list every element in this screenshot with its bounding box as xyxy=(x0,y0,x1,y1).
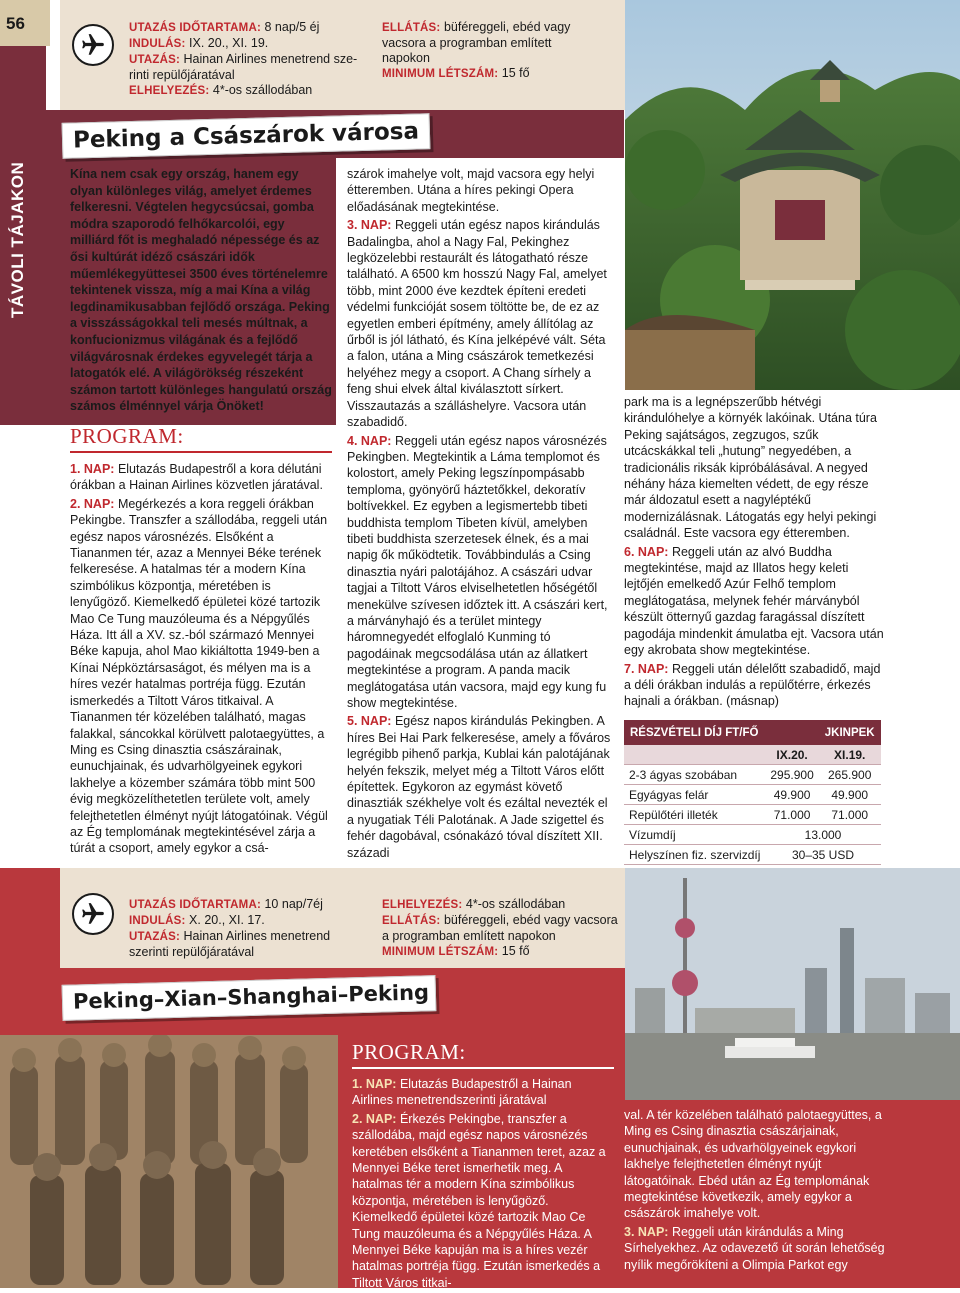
info-line: szerinti repülőjáratával xyxy=(129,945,255,959)
info-line: UTAZÁS: Hainan Airlines menetrend xyxy=(129,929,331,943)
info-line: INDULÁS: IX. 20., XI. 19. xyxy=(129,36,269,50)
tour1-title: Peking a Császárok városa xyxy=(62,113,431,159)
tour2-info-right xyxy=(382,897,618,960)
price-table xyxy=(624,720,881,865)
table-row: Vízumdíj 13.000 xyxy=(624,825,881,845)
info-line: napokon xyxy=(382,51,430,65)
tour2-program-heading: PROGRAM: xyxy=(352,1040,614,1069)
tour1-program-heading: PROGRAM: xyxy=(70,424,332,453)
info-line: ELLÁTÁS: büféreggeli, ebéd vagy vacsora xyxy=(382,913,618,927)
terracotta-army-photo xyxy=(0,1035,338,1288)
info-line: ELHELYEZÉS: 4*-os szállodában xyxy=(382,897,566,911)
day-paragraph: val. A tér közelében található palotaegyüttes, a Ming es Csing dinasztia császárjainak, eunuchjainak, és udvarhölgyeinek egykori lakhelye felejthetetlen élményt nyújt látogatóinak. Ebéd után az Ég templomának megtekintése következik, amely egykor a császárok imahelye volt. xyxy=(624,1108,882,1221)
tour2-info-left xyxy=(129,897,330,960)
info-line: ELLÁTÁS: büféreggeli, ebéd vagy xyxy=(382,20,571,34)
day-paragraph: 5. NAP: Egész napos kirándulás Pekingben. A híres Bei Hai Park felkeresése, amely a főváros legrégibb pihenő parkja, Kublai kán palotájának helyén fekszik, melyet még a Tiltott Város előtt építettek. Egykoron az egymást követő dinasztiák székhelye volt és ezáltal nevezték el a nyugatiak Téli Palotának. A Jade szigettel és fehér dagobával, csónakázó tóval díszített XII. századi xyxy=(347,714,611,860)
tour1-intro: Kína nem csak egy ország, hanem egy olyan különleges világ, amelyet érdemes felkeresni. Végtelen hegycsúcsai, gomba módra szaporodó felhőkarcolói, egy milliárd főt is meghaladó népessége és az ősi kultúrát idéző császári idők műemlékegyüttesei 3500 éves történelemre tekintenek vissza, míg a mai Kína a világ legdinamikusabban fejlődő országa. Peking a visszásságokkal teli mesés múltnak, a konfucionizmus világának és a fejlődő világvárosnak érdekes egyvelegét tárja a latogatók elé. A világörökség részeként számon tartott különleges hangulatú ország számos élménnyel várja Önöket! xyxy=(70,167,332,414)
tour1-info-left xyxy=(129,20,357,99)
airplane-icon xyxy=(72,893,114,935)
info-line: a programban említett napokon xyxy=(382,929,556,943)
day-paragraph: 1. NAP: Elutazás Budapestről a Hainan Airlines menetrendszerinti járatával xyxy=(352,1077,572,1108)
info-line: UTAZÁS IDŐTARTAMA: 8 nap/5 éj xyxy=(129,20,320,34)
side-label: TÁVOLI TÁJAKON xyxy=(8,161,27,318)
info-line: rinti repülőjáratával xyxy=(129,68,235,82)
day-paragraph: szárok imahelye volt, majd vacsora egy helyi étteremben. Utána a híres pekingi Opera előadásának megtekintése. xyxy=(347,167,595,214)
tour2-plane-circle xyxy=(72,893,114,935)
airplane-icon xyxy=(72,24,114,66)
pagoda-photo xyxy=(625,0,960,390)
table-row: 2-3 ágyas szobában 295.900 265.900 xyxy=(624,765,881,785)
tour1-info-right xyxy=(382,20,570,82)
day-paragraph: 3. NAP: Reggeli után egész napos kirándulás Badalingba, ahol a Nagy Fal, Pekinghez legközelebbi restaurált és látogatható része található. A 6500 km hosszú Nagy Fal, amelyet több, mint 2000 éve kezdtek építeni eredeti védelmi funkcióját sosem töltötte be, de ez az egyetlen emberi építmény, amely állítólag az űrből is jól látható, és Kína jelképévé vált. Séta a falon, utána a Ming császárok temetkezési helyéhez megy a csoport. A Chang sírhely a feng shui elvek által kiválasztott sírkert. Visszautazás a szálláshelyre. Vacsora után szabadidő. xyxy=(347,218,607,430)
day-paragraph: 2. NAP: Megérkezés a kora reggeli órákban Pekingbe. Transzfer a szállodába, reggeli után egész napos városnézés. Elsőként a Tiananmen tér, azaz a Mennyei Béke terének felkeresése. A hatalmas tér a modern Kína szimbólikus központja, méretében is lenyűgöző. Kiemelkedő épületei közé tartozik Mao Ce Tung mauzóleuma és a Népgyűlés Háza. Itt áll a XV. sz.-ból származó Mennyei Béke kapuja, ahol Mao kikiáltotta 1949-ben a Kínai Népköztársaságot, és mélyen ma is a híres vezér hatalmas portréja függ. Ezután ismerkedés a Tiltott Város titkaival. A Tiananmen tér közelében található, magas falakkal, sáncokkal körülvett palotaegyüttes, a Ming es Csing dinasztia császárainak, eunuchjainak, és udvarhölgyeinek egykori lakhelye a közember számára több mint 500 évig megközelíthetetlen területe volt, amely felejthetetlen élményt nyújt látogatóinak. Végül az Ég templomának megtekintésével zárja a túrát a csoport, amely egykor a csá- xyxy=(70,496,328,856)
day-paragraph: 6. NAP: Reggeli után az alvó Buddha megtekintése, majd az Illatos hegy keleti lejtőjén emelkedő Azúr Felhő templom meglátogatása, melynek fehér márványból készült ötternyű gazdag faragással díszített pagodája mindenkit ámulatba ejt. Vacsora után egy akrobata show megtekintése. xyxy=(624,544,884,658)
table-row: Repülőtéri illeték 71.000 71.000 xyxy=(624,805,881,825)
info-line: INDULÁS: X. 20., XI. 17. xyxy=(129,913,265,927)
info-line: UTAZÁS IDŐTARTAMA: 10 nap/7éj xyxy=(129,897,323,911)
day-paragraph: 7. NAP: Reggeli után délelőtt szabadidő, majd a déli órákban indulás a repülőtérre, érkezés hajnali a órákban. (másnap) xyxy=(624,661,881,709)
day-paragraph: 4. NAP: Reggeli után egész napos városnézés Pekingben. Megtekintik a Láma templomot és kolostort, amely Peking legszínpompásabb temploma, gyönyörű háztetőkkel, dekoratív boltívekkel. Ez egyben a legismertebb tibeti buddhista templom Tibeten kívül, amelyben tibeti buddhista szerzetesek élnek, és a mai napig ők működtetik. Továbbindulás a Csing dinasztia nyári palotájához. A császári udvar tagjai a Tiltott Város elviselhetetlen hőségétől menekülve szívesen időztek itt. A császári kert, a márványhajó és a terület mintegy háromnegyedét elfoglaló Kunming tó pagodáinak megcsodálása után az állatkert megtekintése a program. A panda macik meglátogatása után vacsora, majd egy kung fu show megtekintése. xyxy=(347,433,608,710)
tour1-plane-circle xyxy=(72,24,114,66)
tour2-title: Peking–Xian–Shanghai–Peking xyxy=(62,975,437,1021)
table-row: Egyágyas felár 49.900 49.900 xyxy=(624,785,881,805)
day-paragraph: 2. NAP: Érkezés Pekingbe, transzfer a szállodába, majd egész napos városnézés keretében elsőként a Tiananmen teret, azaz a Mennyei Béke teret ismerhetik meg. A hatalmas tér a modern Kína szimbólikus központja, méretében is lenyűgöző. Kiemelkedő épületei közé tartozik Mao Ce Tung mauzóleuma és a Népgyűlés Háza. A Mennyei Béke kapuján ma is a híres vezér hatalmas portréja függ. Ezután ismerkedés a Tiltott Város titkai- xyxy=(352,1111,606,1290)
day-paragraph: 1. NAP: Elutazás Budapestről a kora délutáni órákban a Hainan Airlines közvetlen járatával. xyxy=(70,462,323,493)
day-paragraph: 3. NAP: Reggeli után kirándulás a Ming Sírhelyekhez. Az odavezető út során lehetőség nyílik megőrökíteni a Olimpia Parkot egy xyxy=(624,1224,885,1272)
info-line: UTAZÁS: Hainan Airlines menetrend sze- xyxy=(129,52,358,66)
page-number: 56 xyxy=(6,14,25,33)
tour1-column-1 xyxy=(70,461,332,859)
table-row: Helyszínen fiz. szervizdíj 30–35 USD xyxy=(624,845,881,865)
shanghai-skyline-photo xyxy=(625,868,960,1100)
price-table-subheader: IX.20. XI.19. xyxy=(624,745,881,765)
info-line: vacsora a programban említett xyxy=(382,36,552,50)
tour1-column-3 xyxy=(624,394,886,712)
price-table-header: RÉSZVÉTELI DÍJ FT/FŐ JKINPEK xyxy=(624,720,881,745)
tour2-column-2 xyxy=(352,1076,614,1293)
tour1-column-2 xyxy=(347,166,612,863)
tour2-column-3 xyxy=(624,1107,886,1275)
info-line: MINIMUM LÉTSZÁM: 15 fő xyxy=(382,66,530,80)
info-line: ELHELYEZÉS: 4*-os szállodában xyxy=(129,83,313,97)
day-paragraph: park ma is a legnépszerűbb hétvégi kirándulóhelye a környék lakóinak. Utána túra Peking sajátságos, zegzugos, szűk utcácskákkal teli „hutung” negyedében, a tradicionális riksák kipróbálásával. A negyed néhány háza kiemelten védett, de egy része már áldozatul esett a nagyléptékű modernizálásnak. Látogatás egy helyi pekingi családnál. Este vacsora egy étteremben. xyxy=(624,395,877,541)
info-line: MINIMUM LÉTSZÁM: 15 fő xyxy=(382,944,530,958)
